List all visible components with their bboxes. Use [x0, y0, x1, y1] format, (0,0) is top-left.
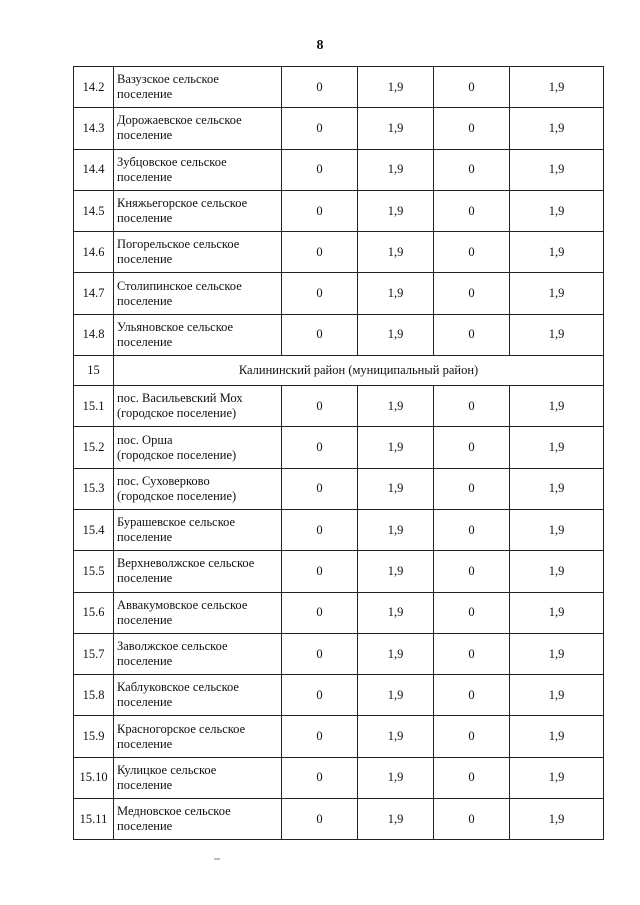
- value-col-4: 1,9: [510, 273, 604, 314]
- value-col-3: 0: [434, 67, 510, 108]
- value-col-4: 1,9: [510, 633, 604, 674]
- settlement-name-line2: поселение: [117, 654, 173, 668]
- settlement-name: [114, 67, 282, 108]
- value-col-4: 1,9: [510, 149, 604, 190]
- value-col-3: 0: [434, 675, 510, 716]
- settlement-name-line1: Столипинское сельское: [117, 278, 242, 293]
- settlement-name-line2: поселение: [117, 530, 173, 545]
- value-col-1: 0: [282, 149, 358, 190]
- table-row: [74, 232, 604, 273]
- settlement-name: [114, 273, 282, 314]
- row-number: 14.5: [74, 190, 114, 231]
- settlement-name-line2: поселение: [117, 169, 173, 184]
- table-row: [74, 799, 604, 840]
- value-col-1: 0: [282, 716, 358, 757]
- settlement-name-line2: поселение: [117, 695, 173, 710]
- table-row: [74, 314, 604, 355]
- value-col-3: 0: [434, 592, 510, 633]
- value-col-2: 1,9: [358, 427, 434, 468]
- value-col-4: 1,9: [510, 757, 604, 798]
- value-col-4: 1,9: [510, 509, 604, 550]
- scan-artifact: [214, 858, 220, 860]
- value-col-4: 1,9: [510, 468, 604, 509]
- value-col-4: 1,9: [510, 108, 604, 149]
- page-number: 8: [316, 38, 324, 53]
- settlement-name-line1: Заволжское сельское: [117, 639, 228, 653]
- settlement-name: [114, 757, 282, 798]
- value-col-2: 1,9: [358, 799, 434, 840]
- settlement-name: [114, 386, 282, 427]
- section-title: Калининский район (муниципальный район): [114, 356, 604, 386]
- row-number: 14.3: [74, 108, 114, 149]
- settlement-name: [114, 551, 282, 592]
- settlement-name-line2: поселение: [117, 736, 173, 751]
- value-col-1: 0: [282, 190, 358, 231]
- value-col-2: 1,9: [358, 190, 434, 231]
- value-col-3: 0: [434, 273, 510, 314]
- table-row: [74, 67, 604, 108]
- settlement-name-line2: поселение: [117, 128, 173, 143]
- table-row: [74, 675, 604, 716]
- table-row: [74, 468, 604, 509]
- section-number: 15: [74, 356, 114, 386]
- value-col-1: 0: [282, 427, 358, 468]
- value-col-1: 0: [282, 67, 358, 108]
- value-col-1: 0: [282, 232, 358, 273]
- table-section-header: [74, 356, 604, 386]
- value-col-1: 0: [282, 799, 358, 840]
- value-col-1: 0: [282, 592, 358, 633]
- value-col-3: 0: [434, 633, 510, 674]
- settlement-name: [114, 108, 282, 149]
- value-col-3: 0: [434, 386, 510, 427]
- row-number: 15.4: [74, 509, 114, 550]
- settlement-name: [114, 633, 282, 674]
- row-number: 15.11: [74, 799, 114, 840]
- value-col-1: 0: [282, 468, 358, 509]
- row-number: 15.10: [74, 757, 114, 798]
- value-col-2: 1,9: [358, 468, 434, 509]
- settlement-name-line1: Вазузское сельское: [117, 72, 219, 87]
- settlement-name-line2: поселение: [117, 819, 173, 834]
- settlement-name-line1: пос. Суховерково: [117, 473, 210, 488]
- row-number: 14.8: [74, 314, 114, 355]
- table-body-district-15: [74, 386, 604, 840]
- value-col-4: 1,9: [510, 67, 604, 108]
- settlement-name-line2: поселение: [117, 252, 173, 267]
- value-col-4: 1,9: [510, 716, 604, 757]
- value-col-3: 0: [434, 757, 510, 798]
- settlement-name-line2: (городское поселение): [117, 447, 237, 462]
- value-col-1: 0: [282, 633, 358, 674]
- settlement-name-line2: поселение: [117, 612, 173, 627]
- value-col-4: 1,9: [510, 551, 604, 592]
- row-number: 15.7: [74, 633, 114, 674]
- value-col-4: 1,9: [510, 675, 604, 716]
- settlement-name: [114, 509, 282, 550]
- settlement-name-line1: Медновское сельское: [117, 804, 231, 819]
- row-number: 15.5: [74, 551, 114, 592]
- value-col-2: 1,9: [358, 273, 434, 314]
- settlement-name: [114, 592, 282, 633]
- data-table: [73, 66, 604, 840]
- row-number: 14.6: [74, 232, 114, 273]
- row-number: 15.2: [74, 427, 114, 468]
- settlement-name-line1: Бурашевское сельское: [117, 515, 236, 530]
- row-number: 15.9: [74, 716, 114, 757]
- settlement-name-line2: поселение: [117, 211, 173, 226]
- table-row: [74, 149, 604, 190]
- value-col-2: 1,9: [358, 509, 434, 550]
- settlement-name-line2: поселение: [117, 87, 173, 102]
- value-col-3: 0: [434, 427, 510, 468]
- row-number: 15.6: [74, 592, 114, 633]
- value-col-1: 0: [282, 675, 358, 716]
- settlement-name: [114, 468, 282, 509]
- settlement-name-line1: Красногорское сельское: [117, 721, 246, 736]
- value-col-4: 1,9: [510, 190, 604, 231]
- value-col-2: 1,9: [358, 108, 434, 149]
- row-number: 14.7: [74, 273, 114, 314]
- settlement-name: [114, 799, 282, 840]
- table-row: [74, 509, 604, 550]
- value-col-1: 0: [282, 509, 358, 550]
- table-row: [74, 190, 604, 231]
- settlement-name-line1: Ульяновское сельское: [117, 319, 234, 334]
- value-col-2: 1,9: [358, 67, 434, 108]
- settlement-name: [114, 232, 282, 273]
- table-row: [74, 273, 604, 314]
- value-col-4: 1,9: [510, 799, 604, 840]
- settlement-name: [114, 190, 282, 231]
- value-col-2: 1,9: [358, 716, 434, 757]
- settlement-name-line2: поселение: [117, 334, 173, 349]
- value-col-1: 0: [282, 386, 358, 427]
- row-number: 15.3: [74, 468, 114, 509]
- value-col-1: 0: [282, 551, 358, 592]
- value-col-2: 1,9: [358, 149, 434, 190]
- row-number: 14.4: [74, 149, 114, 190]
- row-number: 15.1: [74, 386, 114, 427]
- table-row: [74, 716, 604, 757]
- row-number: 15.8: [74, 675, 114, 716]
- settlement-name-line2: поселение: [117, 571, 173, 586]
- table-row: [74, 108, 604, 149]
- value-col-2: 1,9: [358, 232, 434, 273]
- settlement-name-line1: Погорельское сельское: [117, 237, 240, 252]
- value-col-4: 1,9: [510, 314, 604, 355]
- value-col-3: 0: [434, 108, 510, 149]
- settlement-name-line1: Кулицкое сельское: [117, 762, 217, 777]
- value-col-3: 0: [434, 799, 510, 840]
- settlement-name-line2: (городское поселение): [117, 488, 237, 503]
- settlement-name-line1: Аввакумовское сельское: [117, 597, 248, 612]
- value-col-2: 1,9: [358, 633, 434, 674]
- value-col-3: 0: [434, 190, 510, 231]
- value-col-3: 0: [434, 468, 510, 509]
- settlement-name-line1: Зубцовское сельское: [117, 154, 227, 169]
- table-row: [74, 592, 604, 633]
- value-col-2: 1,9: [358, 314, 434, 355]
- value-col-1: 0: [282, 108, 358, 149]
- value-col-3: 0: [434, 551, 510, 592]
- settlement-name: [114, 675, 282, 716]
- table-row: [74, 633, 604, 674]
- settlement-name-line2: (городское поселение): [117, 406, 237, 421]
- value-col-2: 1,9: [358, 386, 434, 427]
- value-col-3: 0: [434, 314, 510, 355]
- settlement-name-line2: поселение: [117, 777, 173, 792]
- value-col-2: 1,9: [358, 551, 434, 592]
- value-col-1: 0: [282, 757, 358, 798]
- value-col-1: 0: [282, 314, 358, 355]
- settlement-name: [114, 427, 282, 468]
- settlement-name-line2: поселение: [117, 293, 173, 308]
- table-body-district-14: [74, 67, 604, 356]
- value-col-3: 0: [434, 509, 510, 550]
- settlement-name-line1: пос. Васильевский Мох: [117, 391, 243, 406]
- table-row: [74, 427, 604, 468]
- value-col-4: 1,9: [510, 386, 604, 427]
- value-col-4: 1,9: [510, 592, 604, 633]
- value-col-3: 0: [434, 149, 510, 190]
- value-col-2: 1,9: [358, 675, 434, 716]
- value-col-4: 1,9: [510, 232, 604, 273]
- value-col-3: 0: [434, 232, 510, 273]
- settlement-name: [114, 314, 282, 355]
- value-col-2: 1,9: [358, 757, 434, 798]
- settlement-name-line1: Княжьегорское сельское: [117, 196, 248, 211]
- table-row: [74, 551, 604, 592]
- settlement-name-line1: Верхневолжское сельское: [117, 556, 255, 571]
- settlement-name: [114, 716, 282, 757]
- value-col-3: 0: [434, 716, 510, 757]
- table-row: [74, 757, 604, 798]
- settlement-name: [114, 149, 282, 190]
- settlement-name-line1: Каблуковское сельское: [117, 680, 239, 695]
- value-col-1: 0: [282, 273, 358, 314]
- section-row: [74, 356, 604, 386]
- value-col-2: 1,9: [358, 592, 434, 633]
- settlement-name-line1: пос. Орша: [117, 432, 173, 447]
- value-col-4: 1,9: [510, 427, 604, 468]
- table-row: [74, 386, 604, 427]
- row-number: 14.2: [74, 67, 114, 108]
- settlement-name-line1: Дорожаевское сельское: [117, 113, 242, 128]
